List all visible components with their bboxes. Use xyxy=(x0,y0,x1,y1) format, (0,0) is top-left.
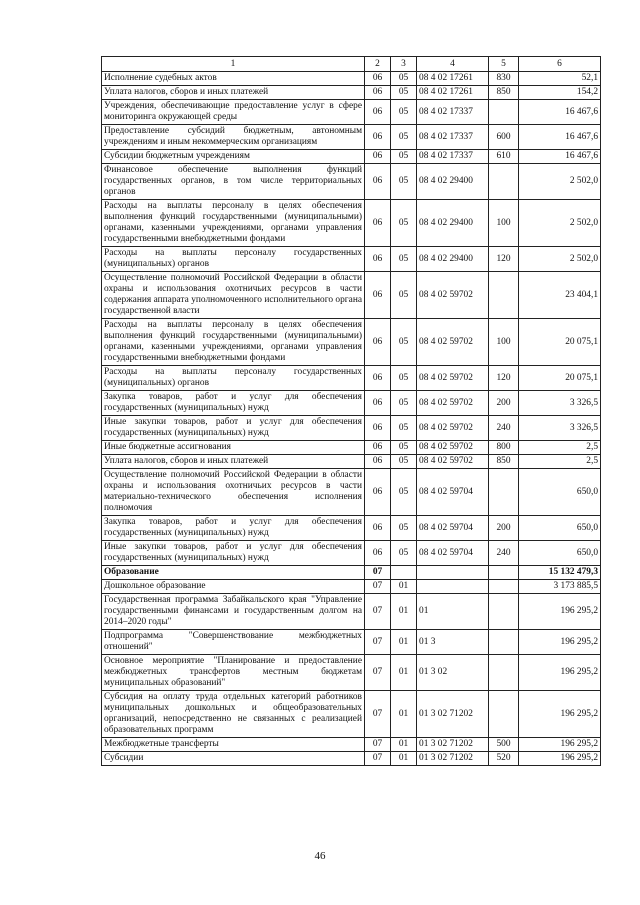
expense-type-code xyxy=(489,566,519,580)
target-article-code: 08 4 02 59702 xyxy=(417,441,489,455)
table-row xyxy=(102,630,601,655)
subsection-code: 01 xyxy=(391,580,417,594)
section-code: 07 xyxy=(365,738,391,752)
item-name: Основное мероприятие "Планирование и предоставление межбюджетных трансфертов местным бюджетам муниципальных образований" xyxy=(102,655,365,691)
subsection-code xyxy=(391,566,417,580)
item-name: Учреждения, обеспечивающие предоставление услуг в сфере мониторинга окружающей среды xyxy=(102,100,365,125)
item-name: Исполнение судебных актов xyxy=(102,72,365,86)
target-article-code: 01 3 xyxy=(417,630,489,655)
section-code: 07 xyxy=(365,580,391,594)
subsection-code: 05 xyxy=(391,469,417,516)
subsection-code: 05 xyxy=(391,416,417,441)
section-code: 06 xyxy=(365,86,391,100)
table-row xyxy=(102,416,601,441)
subsection-code: 05 xyxy=(391,541,417,566)
table-row xyxy=(102,200,601,247)
target-article-code xyxy=(417,566,489,580)
subsection-code: 05 xyxy=(391,200,417,247)
header-cell-6: 6 xyxy=(519,57,601,72)
expense-type-code xyxy=(489,630,519,655)
table-row xyxy=(102,391,601,416)
section-code: 06 xyxy=(365,125,391,150)
amount: 23 404,1 xyxy=(519,272,601,319)
section-code: 06 xyxy=(365,272,391,319)
target-article-code: 01 3 02 xyxy=(417,655,489,691)
table-row xyxy=(102,125,601,150)
subsection-code: 01 xyxy=(391,752,417,766)
subsection-code: 05 xyxy=(391,164,417,200)
header-cell-5: 5 xyxy=(489,57,519,72)
section-code: 06 xyxy=(365,319,391,366)
section-code: 06 xyxy=(365,150,391,164)
subsection-code: 05 xyxy=(391,272,417,319)
amount: 196 295,2 xyxy=(519,655,601,691)
header-row xyxy=(102,57,601,72)
target-article-code: 08 4 02 29400 xyxy=(417,200,489,247)
subsection-code: 01 xyxy=(391,630,417,655)
expense-type-code: 120 xyxy=(489,366,519,391)
target-article-code: 08 4 02 59702 xyxy=(417,455,489,469)
amount: 2 502,0 xyxy=(519,164,601,200)
table-row xyxy=(102,455,601,469)
expense-type-code: 240 xyxy=(489,541,519,566)
expense-type-code: 100 xyxy=(489,319,519,366)
expense-type-code xyxy=(489,272,519,319)
table-row xyxy=(102,566,601,580)
amount: 20 075,1 xyxy=(519,366,601,391)
expense-type-code xyxy=(489,655,519,691)
expense-type-code: 240 xyxy=(489,416,519,441)
table-row xyxy=(102,469,601,516)
expense-type-code: 200 xyxy=(489,391,519,416)
target-article-code: 08 4 02 29400 xyxy=(417,164,489,200)
expense-type-code: 520 xyxy=(489,752,519,766)
item-name: Закупка товаров, работ и услуг для обеспечения государственных (муниципальных) нужд xyxy=(102,391,365,416)
item-name: Государственная программа Забайкальского края "Управление государственными финансами и государственным долгом на 2014–2020 годы" xyxy=(102,594,365,630)
target-article-code: 01 3 02 71202 xyxy=(417,738,489,752)
item-name: Предоставление субсидий бюджетным, автономным учреждениям и иным некоммерческим организациям xyxy=(102,125,365,150)
section-code: 06 xyxy=(365,200,391,247)
expense-type-code: 120 xyxy=(489,247,519,272)
table-row xyxy=(102,752,601,766)
section-code: 06 xyxy=(365,416,391,441)
amount: 52,1 xyxy=(519,72,601,86)
item-name: Расходы на выплаты персоналу государственных (муниципальных) органов xyxy=(102,366,365,391)
table-row xyxy=(102,691,601,738)
table-row xyxy=(102,516,601,541)
amount: 3 326,5 xyxy=(519,416,601,441)
amount: 196 295,2 xyxy=(519,752,601,766)
table-row xyxy=(102,366,601,391)
section-code: 06 xyxy=(365,100,391,125)
amount: 16 467,6 xyxy=(519,150,601,164)
budget-table xyxy=(101,56,601,766)
expense-type-code: 850 xyxy=(489,455,519,469)
item-name: Уплата налогов, сборов и иных платежей xyxy=(102,86,365,100)
item-name: Осуществление полномочий Российской Федерации в области охраны и использования охотничьих ресурсов в части содержания аппарата уполномоченного исполнительного органа государственной власти xyxy=(102,272,365,319)
expense-type-code xyxy=(489,164,519,200)
item-name: Уплата налогов, сборов и иных платежей xyxy=(102,455,365,469)
amount: 196 295,2 xyxy=(519,594,601,630)
subsection-code: 05 xyxy=(391,100,417,125)
target-article-code: 08 4 02 17261 xyxy=(417,72,489,86)
target-article-code: 08 4 02 17337 xyxy=(417,100,489,125)
subsection-code: 05 xyxy=(391,125,417,150)
target-article-code xyxy=(417,580,489,594)
subsection-code: 01 xyxy=(391,738,417,752)
table-row xyxy=(102,441,601,455)
section-code: 06 xyxy=(365,516,391,541)
item-name: Образование xyxy=(102,566,365,580)
subsection-code: 05 xyxy=(391,391,417,416)
item-name: Подпрограмма "Совершенствование межбюджетных отношений" xyxy=(102,630,365,655)
target-article-code: 08 4 02 59702 xyxy=(417,391,489,416)
expense-type-code: 200 xyxy=(489,516,519,541)
table-row xyxy=(102,319,601,366)
subsection-code: 05 xyxy=(391,247,417,272)
section-code: 07 xyxy=(365,594,391,630)
target-article-code: 08 4 02 17261 xyxy=(417,86,489,100)
target-article-code: 08 4 02 17337 xyxy=(417,125,489,150)
item-name: Закупка товаров, работ и услуг для обеспечения государственных (муниципальных) нужд xyxy=(102,516,365,541)
amount: 650,0 xyxy=(519,516,601,541)
section-code: 07 xyxy=(365,630,391,655)
item-name: Субсидии бюджетным учреждениям xyxy=(102,150,365,164)
item-name: Иные бюджетные ассигнования xyxy=(102,441,365,455)
header-cell-3: 3 xyxy=(391,57,417,72)
table-row xyxy=(102,594,601,630)
subsection-code: 05 xyxy=(391,516,417,541)
amount: 2 502,0 xyxy=(519,247,601,272)
target-article-code: 01 xyxy=(417,594,489,630)
amount: 2,5 xyxy=(519,455,601,469)
item-name: Расходы на выплаты персоналу в целях обеспечения выполнения функций государственными (муниципальными) органами, казенными учреждениями, органами управления государственными внебюджетными фондами xyxy=(102,200,365,247)
expense-type-code xyxy=(489,691,519,738)
header-cell-1: 1 xyxy=(102,57,365,72)
amount: 3 173 885,5 xyxy=(519,580,601,594)
item-name: Иные закупки товаров, работ и услуг для обеспечения государственных (муниципальных) нужд xyxy=(102,416,365,441)
section-code: 07 xyxy=(365,752,391,766)
expense-type-code xyxy=(489,580,519,594)
item-name: Субсидии xyxy=(102,752,365,766)
section-code: 06 xyxy=(365,541,391,566)
expense-type-code xyxy=(489,594,519,630)
table-body xyxy=(102,57,601,766)
section-code: 07 xyxy=(365,566,391,580)
subsection-code: 01 xyxy=(391,594,417,630)
target-article-code: 08 4 02 59704 xyxy=(417,541,489,566)
section-code: 06 xyxy=(365,469,391,516)
expense-type-code: 100 xyxy=(489,200,519,247)
amount: 15 132 479,3 xyxy=(519,566,601,580)
page-number: 46 xyxy=(314,850,326,862)
subsection-code: 01 xyxy=(391,655,417,691)
target-article-code: 08 4 02 59702 xyxy=(417,319,489,366)
table-row xyxy=(102,150,601,164)
item-name: Субсидия на оплату труда отдельных категорий работников муниципальных дошкольных и общеобразовательных организаций, непосредственно не связанных с реализацией образовательных программ xyxy=(102,691,365,738)
header-cell-2: 2 xyxy=(365,57,391,72)
expense-type-code: 500 xyxy=(489,738,519,752)
subsection-code: 05 xyxy=(391,86,417,100)
amount: 20 075,1 xyxy=(519,319,601,366)
table-row xyxy=(102,86,601,100)
table-row xyxy=(102,541,601,566)
amount: 2 502,0 xyxy=(519,200,601,247)
target-article-code: 08 4 02 59702 xyxy=(417,366,489,391)
amount: 3 326,5 xyxy=(519,391,601,416)
target-article-code: 08 4 02 59704 xyxy=(417,516,489,541)
item-name: Осуществление полномочий Российской Федерации в области охраны и использования охотничьих ресурсов в части материально-технического обеспечения исполнения полномочия xyxy=(102,469,365,516)
amount: 16 467,6 xyxy=(519,100,601,125)
expense-type-code: 830 xyxy=(489,72,519,86)
subsection-code: 05 xyxy=(391,441,417,455)
subsection-code: 05 xyxy=(391,150,417,164)
section-code: 06 xyxy=(365,247,391,272)
item-name: Иные закупки товаров, работ и услуг для обеспечения государственных (муниципальных) нужд xyxy=(102,541,365,566)
table-row xyxy=(102,72,601,86)
amount: 650,0 xyxy=(519,469,601,516)
subsection-code: 05 xyxy=(391,319,417,366)
target-article-code: 01 3 02 71202 xyxy=(417,691,489,738)
section-code: 06 xyxy=(365,366,391,391)
item-name: Дошкольное образование xyxy=(102,580,365,594)
section-code: 06 xyxy=(365,391,391,416)
amount: 196 295,2 xyxy=(519,691,601,738)
expense-type-code: 610 xyxy=(489,150,519,164)
table-row xyxy=(102,580,601,594)
item-name: Расходы на выплаты персоналу в целях обеспечения выполнения функций государственными (муниципальными) органами, казенными учреждениями, органами управления государственными внебюджетными фондами xyxy=(102,319,365,366)
table-row xyxy=(102,655,601,691)
expense-type-code: 600 xyxy=(489,125,519,150)
subsection-code: 05 xyxy=(391,366,417,391)
section-code: 06 xyxy=(365,441,391,455)
subsection-code: 05 xyxy=(391,72,417,86)
section-code: 07 xyxy=(365,655,391,691)
table-row xyxy=(102,738,601,752)
target-article-code: 08 4 02 17337 xyxy=(417,150,489,164)
expense-type-code xyxy=(489,469,519,516)
table-row xyxy=(102,100,601,125)
amount: 650,0 xyxy=(519,541,601,566)
table-row xyxy=(102,164,601,200)
amount: 154,2 xyxy=(519,86,601,100)
expense-type-code: 850 xyxy=(489,86,519,100)
expense-type-code xyxy=(489,100,519,125)
target-article-code: 08 4 02 59702 xyxy=(417,272,489,319)
amount: 2,5 xyxy=(519,441,601,455)
target-article-code: 08 4 02 59704 xyxy=(417,469,489,516)
item-name: Межбюджетные трансферты xyxy=(102,738,365,752)
amount: 196 295,2 xyxy=(519,630,601,655)
section-code: 06 xyxy=(365,72,391,86)
amount: 196 295,2 xyxy=(519,738,601,752)
item-name: Финансовое обеспечение выполнения функций государственных органов, в том числе территориальных органов xyxy=(102,164,365,200)
target-article-code: 08 4 02 29400 xyxy=(417,247,489,272)
subsection-code: 05 xyxy=(391,455,417,469)
expense-type-code: 800 xyxy=(489,441,519,455)
section-code: 06 xyxy=(365,455,391,469)
header-cell-4: 4 xyxy=(417,57,489,72)
subsection-code: 01 xyxy=(391,691,417,738)
target-article-code: 01 3 02 71202 xyxy=(417,752,489,766)
table-row xyxy=(102,272,601,319)
section-code: 06 xyxy=(365,164,391,200)
table-row xyxy=(102,247,601,272)
amount: 16 467,6 xyxy=(519,125,601,150)
target-article-code: 08 4 02 59702 xyxy=(417,416,489,441)
item-name: Расходы на выплаты персоналу государственных (муниципальных) органов xyxy=(102,247,365,272)
section-code: 07 xyxy=(365,691,391,738)
